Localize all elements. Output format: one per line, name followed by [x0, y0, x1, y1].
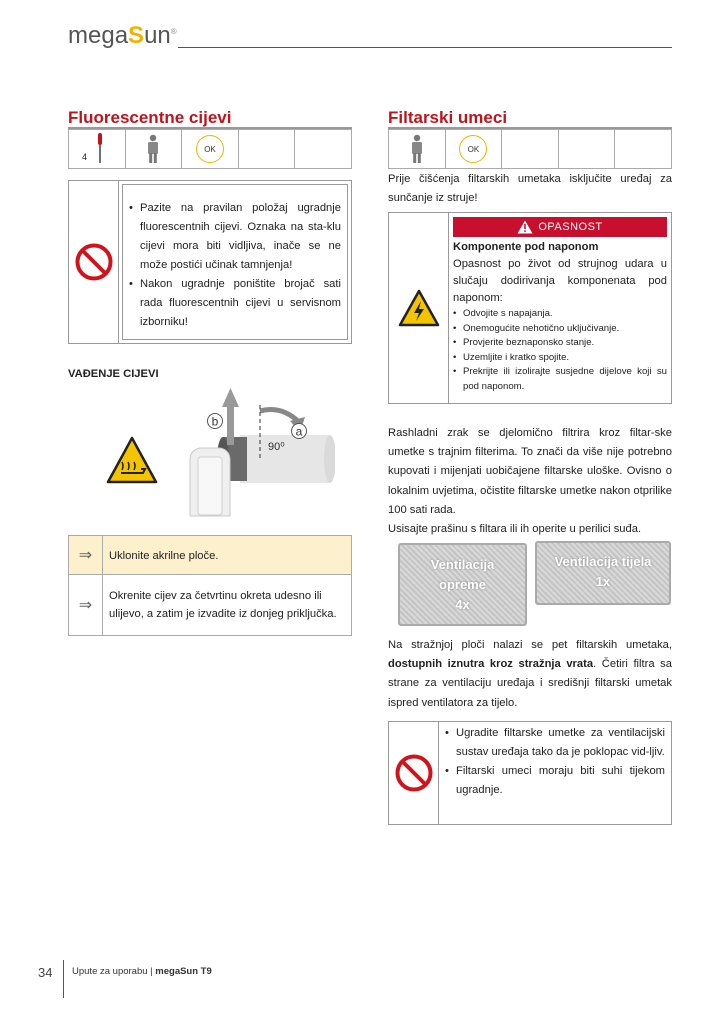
section-title-fluorescent-tubes: Fluorescentne cijevi	[68, 108, 232, 127]
rear-panel-paragraph: Na stražnjoj ploči nalazi se pet filtarskih umetaka, dostupnih iznutra kroz stražnja vrata. Četiri filtra sa strane za ventilaciju uređaja i središnji filtarski umetak ispred ventilatora za tijelo.	[388, 639, 672, 709]
requirements-table	[388, 129, 672, 169]
prohibition-icon	[74, 242, 114, 282]
person-icon	[410, 134, 424, 164]
empty-cell	[239, 130, 296, 168]
subheading-tube-removal: VAĐENJE CIJEVI	[68, 368, 159, 380]
step-text: Uklonite akrilne ploče.	[109, 550, 219, 562]
body-filter-image	[535, 541, 671, 605]
ok-badge: OK	[196, 135, 224, 163]
device-filter-image	[398, 543, 527, 626]
tool-cell	[69, 130, 126, 168]
notice-icon-cell	[69, 181, 119, 343]
warning-icon	[517, 220, 533, 234]
danger-label: OPASNOST	[538, 221, 603, 233]
danger-content	[453, 237, 667, 395]
person-cell	[126, 130, 183, 168]
footer-text: Upute za uporabu | megaSun T9	[72, 966, 212, 977]
notice-icon-cell	[389, 722, 439, 824]
notice-text	[122, 184, 348, 340]
warning-notice	[68, 180, 352, 344]
filter-label: Ventilacija tijela 1x	[554, 554, 652, 589]
notice-item: • Filtarski umeci moraju biti suhi tijekom ugradnje.	[445, 762, 665, 800]
high-voltage-icon	[397, 288, 441, 328]
notice-item: • Pazite na pravilan položaj ugradnje fluorescentnih cijevi. Oznaka na sta-klu cijevi mora biti vidljiva, inače se ne može postići učinak tamnjenja!	[129, 199, 341, 275]
person-icon	[146, 134, 160, 164]
ok-badge: OK	[459, 135, 487, 163]
tool-count: 4	[82, 152, 88, 162]
empty-cell	[295, 130, 351, 168]
angle-label: 90⁰	[268, 441, 285, 453]
arrow-icon: ⇒	[69, 575, 103, 635]
notice-item: • Nakon ugradnje poništite brojač sati rada fluorescentnih cijevi u servisnom izborniku!	[129, 275, 341, 332]
steps-table	[68, 535, 352, 636]
prohibition-icon	[394, 753, 434, 793]
notice-text	[439, 722, 671, 824]
danger-item: • Prekrijte ili izolirajte susjedne dijelove koji su pod naponom.	[453, 365, 667, 394]
danger-text: Opasnost po život od strujnog udara u slučaju dodirivanja komponenata pod naponom:	[453, 258, 667, 304]
step-text: Okrenite cijev za četvrtinu okreta udesno ili ulijevo, a zatim je izvadite iz donjeg priključka.	[109, 590, 337, 620]
filter-paragraph: Rashladni zrak se djelomično filtrira kroz filtar-ske umetke s trajnim filterima. To znači da više nije potrebno kupovati i mijenjati uobičajene filtarske uloške. Ovisno o lokalnim uvjetima, očistite filtarske umetke nakon otprilike 100 sati rada.	[388, 427, 672, 516]
intro-text: Prije čišćenja filtarskih umetaka isključite uređaj za sunčanje iz struje!	[388, 173, 672, 205]
arrow-icon: ⇒	[69, 536, 103, 574]
hot-surface-icon	[108, 438, 156, 482]
installation-notice	[388, 721, 672, 825]
section-title-filter-inserts: Filtarski umeci	[388, 108, 508, 127]
label-b: b	[211, 414, 219, 429]
danger-item: • Provjerite beznaponsko stanje.	[453, 336, 667, 351]
danger-notice	[388, 212, 672, 404]
step-row	[69, 575, 351, 635]
filter-label: Ventilacija opreme 4x	[430, 557, 495, 612]
ok-cell	[182, 130, 239, 168]
footer-rule	[63, 960, 64, 998]
danger-item: • Odvojite s napajanja.	[453, 307, 667, 322]
cleaning-paragraph: Usisajte prašinu s filtara ili ih operite u perilici suđa.	[388, 523, 642, 536]
person-cell	[389, 130, 446, 168]
screwdriver-icon	[95, 133, 105, 165]
notice-item: • Ugradite filtarske umetke za ventilacijski sustav uređaja tako da je poklopac vid-ljiv.	[445, 724, 665, 762]
danger-list	[453, 307, 667, 395]
danger-item: • Uzemljite i kratko spojite.	[453, 351, 667, 366]
filter-description	[388, 424, 672, 539]
empty-cell	[615, 130, 671, 168]
empty-cell	[559, 130, 616, 168]
label-a: a	[295, 424, 303, 439]
step-row	[69, 536, 351, 575]
danger-banner	[453, 217, 667, 237]
requirements-table	[68, 129, 352, 169]
empty-cell	[502, 130, 559, 168]
danger-item: • Onemogućite nehotično uključivanje.	[453, 322, 667, 337]
danger-body	[449, 213, 671, 403]
brand-logo: megaSun®	[68, 22, 177, 49]
ok-cell	[446, 130, 503, 168]
page-number: 34	[38, 965, 53, 980]
tube-removal-diagram	[105, 385, 335, 520]
danger-icon-cell	[389, 213, 449, 403]
danger-heading: Komponente pod naponom	[453, 241, 599, 253]
header-rule	[178, 47, 672, 48]
